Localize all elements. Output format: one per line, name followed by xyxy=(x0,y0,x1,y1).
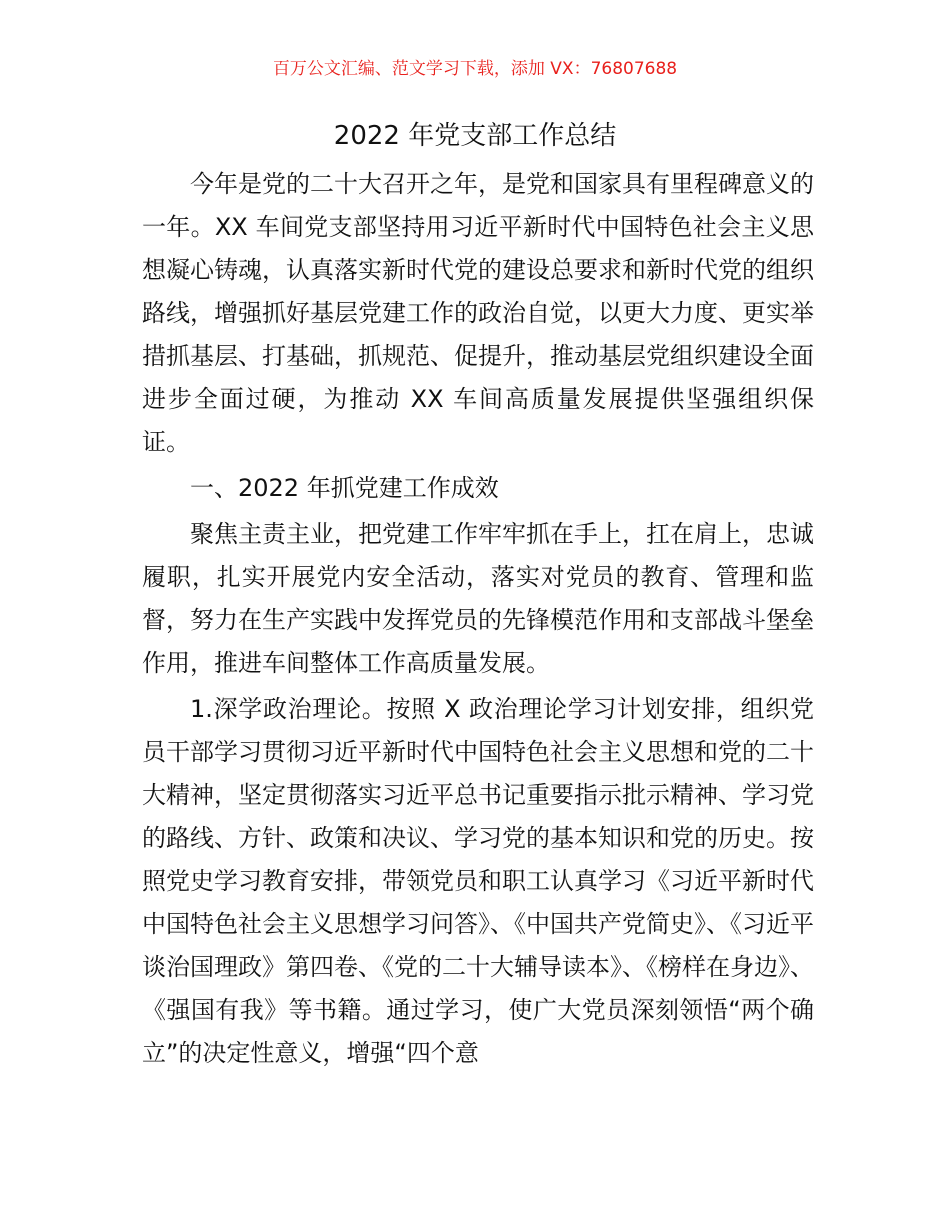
section-heading: 一、2022 年抓党建工作成效 xyxy=(190,474,499,502)
paragraph-summary: 聚焦主责主业，把党建工作牢牢抓在手上，扛在肩上，忠诚履职，扎实开展党内安全活动，落实对党员的教育、管理和监督，努力在生产实践中发挥党员的先锋模范作用和支部战斗堡垒作用，推进车间整体工作高质量发展。 xyxy=(142,520,814,677)
document-body xyxy=(142,163,814,1075)
document-title: 2022 年党支部工作总结 xyxy=(333,121,617,151)
header-banner: 百万公文汇编、范文学习下载，添加 VX：76807688 xyxy=(272,59,678,79)
paragraph-intro: 今年是党的二十大召开之年，是党和国家具有里程碑意义的一年。XX 车间党支部坚持用习近平新时代中国特色社会主义思想凝心铸魂，认真落实新时代党的建设总要求和新时代党的组织路线，增强抓好基层党建工作的政治自觉，以更大力度、更实举措抓基层、打基础，抓规范、促提升，推动基层党组织建设全面进步全面过硬，为推动 XX 车间高质量发展提供坚强组织保证。 xyxy=(142,170,814,456)
paragraph-item-1: 1.深学政治理论。按照 X 政治理论学习计划安排，组织党员干部学习贯彻习近平新时代中国特色社会主义思想和党的二十大精神，坚定贯彻落实习近平总书记重要指示批示精神、学习党的路线、方针、政策和决议、学习党的基本知识和党的历史。按照党史学习教育安排，带领党员和职工认真学习《习近平新时代中国特色社会主义思想学习问答》、《中国共产党简史》、《习近平谈治国理政》第四卷、《党的二十大辅导读本》、《榜样在身边》、《强国有我》等书籍。通过学习，使广大党员深刻领悟“两个确立”的决定性意义，增强“四个意 xyxy=(142,695,814,1067)
